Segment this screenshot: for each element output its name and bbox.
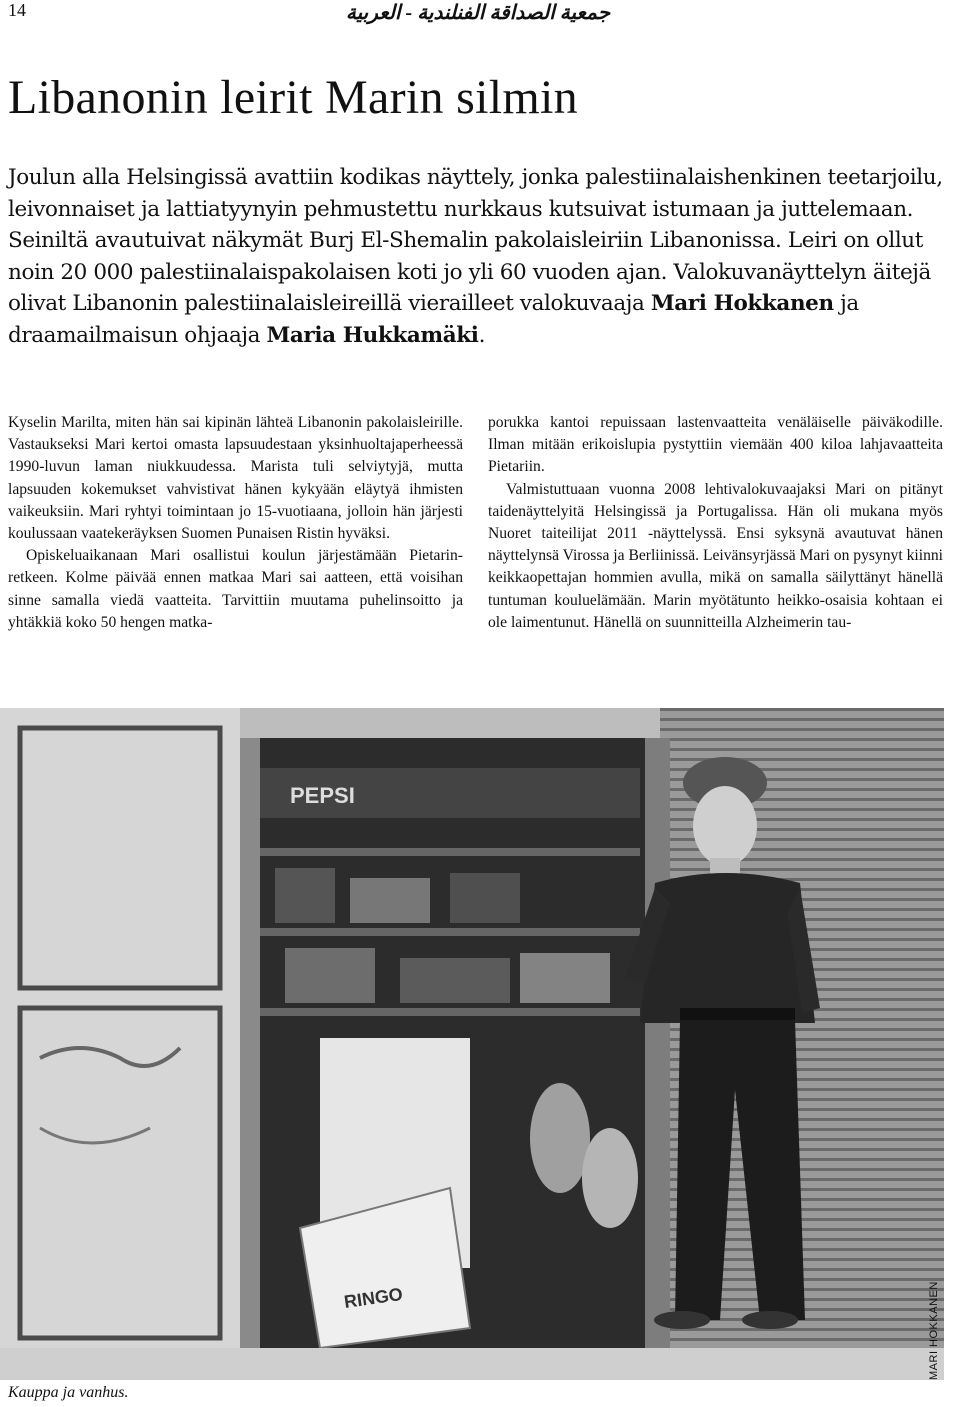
photographer-name: Mari Hokkanen: [650, 291, 834, 316]
article-title: Libanonin leirit Marin silmin: [8, 71, 578, 124]
body-column-left: [8, 412, 463, 634]
ringo-box-label: RINGO: [342, 1283, 404, 1312]
photo-credit: MARI HOKKANEN: [928, 1281, 940, 1380]
body-paragraph: Opiskeluaikanaan Mari osallistui koulun järjestämään Pietarin-retkeen. Kolme päivää ennen matkaa Mari sai aatteen, että voisihan sinne samalla viedä vaatteita. Tarvittiin muutama puhelinsoitto ja yhtäkkiä koko 50 hengen matka-: [8, 547, 463, 631]
photo-caption: Kauppa ja vanhus.: [8, 1384, 129, 1401]
organization-name: جمعية الصداقة الفنلندية - العربية: [345, 2, 611, 24]
body-paragraph: porukka kantoi repuissaan lastenvaatteita venäläiselle päiväkodille. Ilman mitään erikoislupia pystyttiin viemään 400 kiloa lahjavaatteita Pietariin.: [488, 414, 943, 476]
shop-photo-illustration: [0, 708, 944, 1380]
lead-text-3: .: [478, 322, 485, 348]
body-paragraph: Valmistuttuaan vuonna 2008 lehtivalokuvaajaksi Mari on pitänyt taidenäyttelyitä Helsingissä ja Portugalissa. Hän oli mukana myös Nuoret taiteilijat 2011 -näyttelyssä. Ensi syksynä avautuvat hänen näyttelynsä Virossa ja Berliinissä. Leivänsyrjässä Mari on pysynyt kiinni keikkaopettajan hommien avulla, mikä on samalla säilyttänyt hänellä tuntuman kouluelämään. Marin myötätunto heikko-osaisia kohtaan ei ole laimentunut. Hänellä on suunnitteilla Alzheimerin tau-: [488, 480, 943, 631]
body-paragraph: Kyselin Marilta, miten hän sai kipinän lähteä Libanonin pakolaisleirille. Vastaukseksi Mari kertoi omasta lapsuudestaan yksinhuoltajaperheessä 1990-luvun laman niukkuudessa. Marista tuli selviytyjä, mutta lapsuuden kokemukset vahvistivat hänen kykyään eläytyä ihmisten vaikeuksiin. Mari ryhtyi toimintaan jo 15-vuotiaana, jolloin hän järjesti koulussaan vaatekeräyksen Suomen Punaisen Ristin hyväksi.: [8, 414, 463, 543]
pepsi-sign: PEPSI: [290, 783, 355, 808]
page-number: 14: [8, 0, 26, 20]
shop-photo: [0, 708, 944, 1380]
article-lead: [8, 162, 953, 351]
lead-text-2: ja draamailmaisun ohjaaja: [8, 291, 859, 348]
lead-text-1: Joulun alla Helsingissä avattiin kodikas näyttely, jonka palestiinalaishenkinen teetarjoilu, leivonnaiset ja lattiatyynyin pehmustettu nurkkaus kutsuivat istumaan ja juttelemaan. Seiniltä avautuivat näkymät Burj El-Shemalin pakolaisleiriin Libanonissa. Leiri on ollut noin 20 000 palestiinalaispakolaisen koti jo yli 60 vuoden ajan. Valokuvanäyttelyn äitejä olivat Libanonin palestiinalaisleireillä vierailleet valokuvaaja: [8, 165, 943, 316]
director-name: Maria Hukkamäki: [266, 322, 479, 348]
body-column-right: [488, 412, 943, 634]
